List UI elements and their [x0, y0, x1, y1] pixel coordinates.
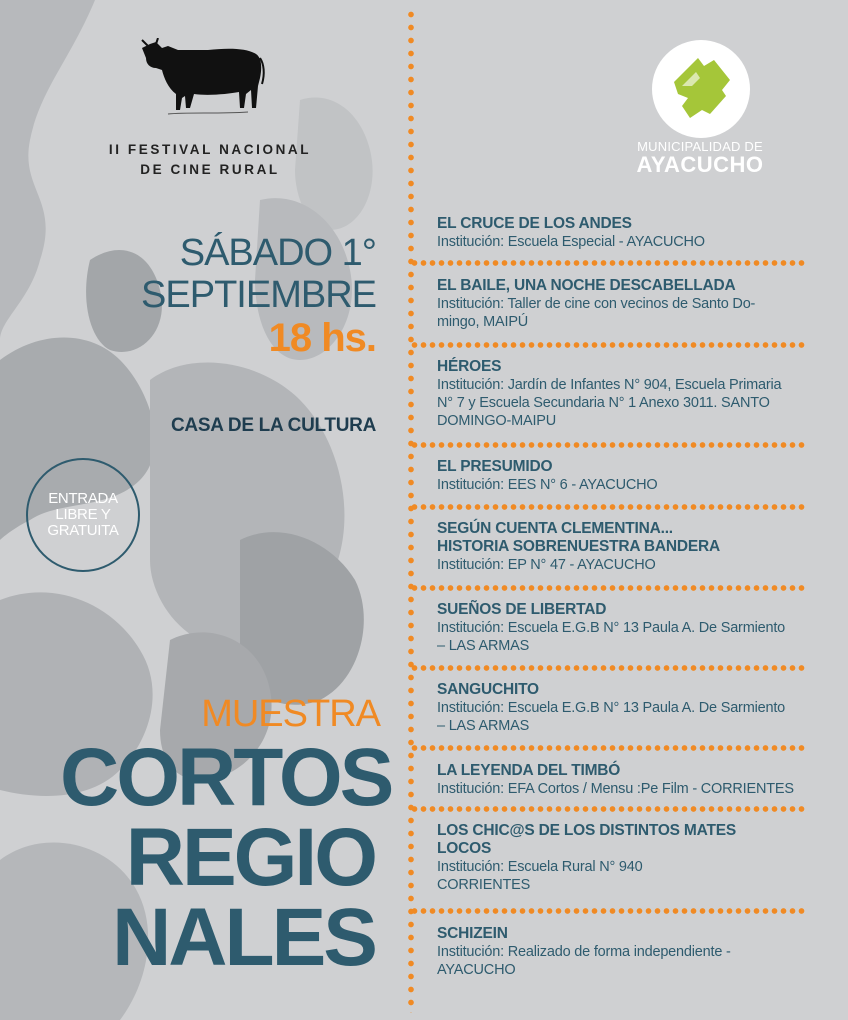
film-item-6: [437, 601, 837, 655]
municipality-label-line1: MUNICIPALIDAD DE: [637, 139, 763, 154]
event-date-block: [141, 232, 376, 360]
headline-muestra: MUESTRA: [201, 693, 380, 735]
film-title: LA LEYENDA DEL TIMBÓ: [437, 762, 621, 779]
municipality-label-line2: AYACUCHO: [636, 152, 764, 177]
municipality-map-icon: [652, 40, 750, 138]
film-institution: Institución: Escuela Especial - AYACUCHO: [437, 234, 705, 250]
film-institution: Institución: Escuela E.G.B N° 13 Paula A. De Sarmiento – LAS ARMAS: [437, 620, 786, 654]
film-item-5: [437, 520, 837, 574]
festival-title: [60, 140, 360, 180]
festival-title-line1: II FESTIVAL NACIONAL: [108, 142, 312, 157]
cow-icon: [138, 38, 266, 120]
festival-title-line2: DE CINE RURAL: [140, 162, 280, 177]
film-divider: [410, 342, 806, 348]
film-title: LOS CHIC@S DE LOS DISTINTOS MATES LOCOS: [437, 822, 737, 857]
entrance-badge-text: ENTRADA LIBRE Y GRATUITA: [47, 490, 119, 539]
film-institution: Institución: Realizado de forma independiente - AYACUCHO: [437, 944, 731, 978]
municipality-label: [615, 140, 785, 176]
film-divider: [410, 745, 806, 751]
film-item-4: [437, 458, 837, 494]
film-institution: Institución: Jardín de Infantes N° 904, Escuela Primaria N° 7 y Escuela Secundaria N° 1 Anexo 3011. SANTO DOMINGO-MAIPU: [437, 377, 782, 429]
film-item-9: [437, 822, 837, 894]
headline-line1: CORTOS: [60, 732, 392, 823]
vertical-dotted-divider: [408, 8, 414, 1013]
event-time: 18 hs.: [268, 316, 376, 360]
film-institution: Institución: EP N° 47 - AYACUCHO: [437, 557, 656, 573]
film-title: SANGUCHITO: [437, 681, 539, 698]
film-title: SUEÑOS DE LIBERTAD: [437, 601, 607, 618]
film-title: EL CRUCE DE LOS ANDES: [437, 215, 632, 232]
film-title: EL BAILE, UNA NOCHE DESCABELLADA: [437, 277, 736, 294]
film-divider: [410, 665, 806, 671]
film-title: SEGÚN CUENTA CLEMENTINA... HISTORIA SOBRENUESTRA BANDERA: [437, 520, 720, 555]
film-divider: [410, 585, 806, 591]
film-item-1: [437, 215, 837, 251]
event-day: SÁBADO 1°: [179, 232, 376, 274]
headline-line2: REGIO: [125, 812, 375, 903]
film-institution: Institución: Escuela E.G.B N° 13 Paula A. De Sarmiento – LAS ARMAS: [437, 700, 786, 734]
film-item-7: [437, 681, 837, 735]
film-institution: Institución: Escuela Rural N° 940 CORRIENTES: [437, 859, 643, 893]
film-divider: [410, 908, 806, 914]
headline-line3: NALES: [112, 892, 375, 983]
film-institution: Institución: EFA Cortos / Mensu :Pe Film - CORRIENTES: [437, 781, 794, 797]
film-institution: Institución: Taller de cine con vecinos de Santo Do- mingo, MAIPÚ: [437, 296, 756, 330]
film-divider: [410, 806, 806, 812]
film-item-10: [437, 925, 837, 979]
film-title: HÉROES: [437, 358, 502, 375]
film-item-2: [437, 277, 837, 331]
film-institution: Institución: EES N° 6 - AYACUCHO: [437, 477, 658, 493]
film-divider: [410, 504, 806, 510]
film-title: EL PRESUMIDO: [437, 458, 553, 475]
entrance-badge: [26, 458, 140, 572]
film-divider: [410, 260, 806, 266]
event-venue: CASA DE LA CULTURA: [171, 415, 376, 436]
film-title: SCHIZEIN: [437, 925, 508, 942]
film-item-3: [437, 358, 837, 430]
film-item-8: [437, 762, 837, 798]
film-divider: [410, 442, 806, 448]
event-month: SEPTIEMBRE: [141, 274, 376, 316]
